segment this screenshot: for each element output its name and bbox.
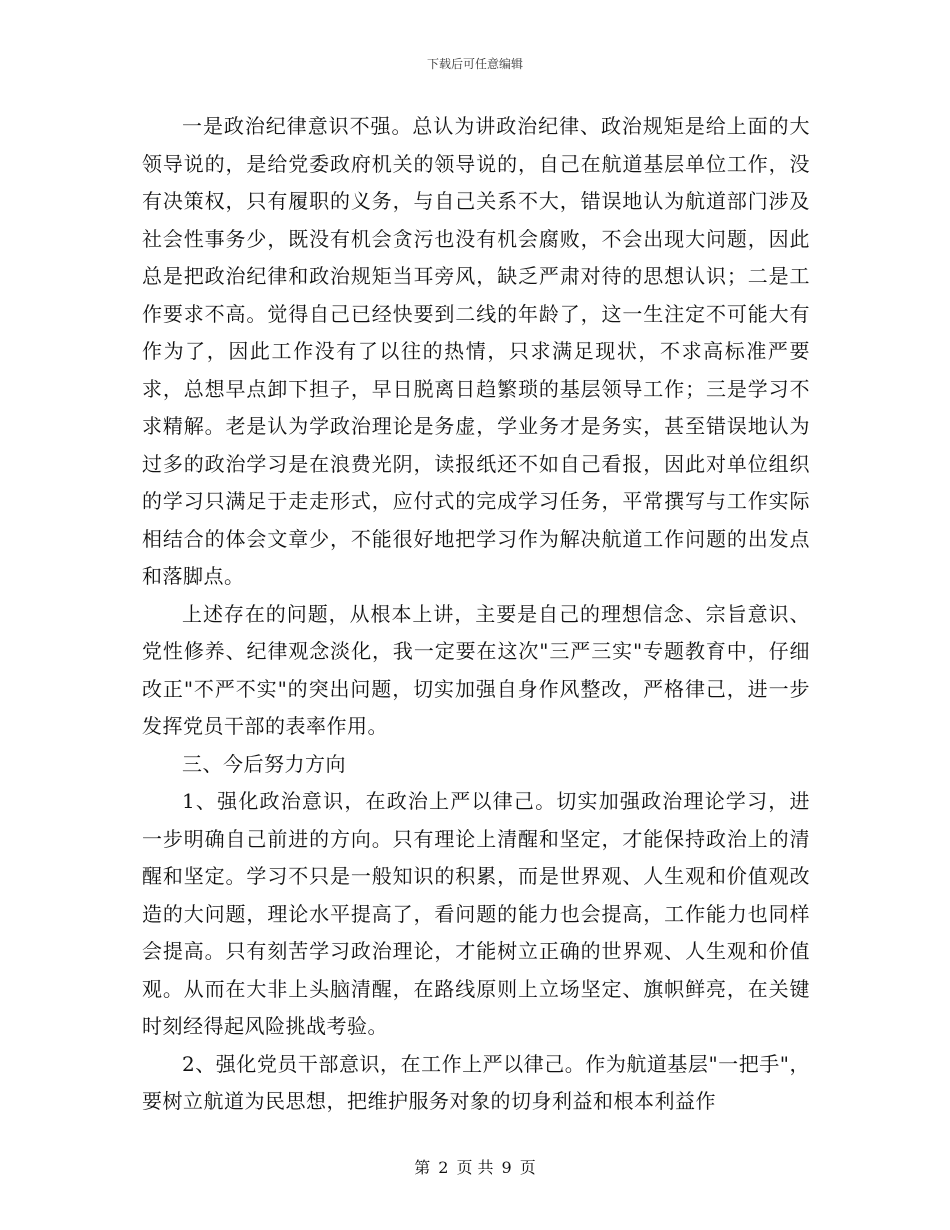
section-heading-direction: 三、今后努力方向 — [182, 751, 346, 776]
paragraph-root-cause: 上述存在的问题，从根本上讲，主要是自己的理想信念、宗旨意识、党性修养、纪律观念淡化，我一定要在这次"三严三实"专题教育中，仔细改正"不严不实"的突出问题，切实加强自身作风整改，严格律己，进一步发挥党员干部的表率作用。 — [142, 601, 810, 738]
page-label-mid: 页 共 — [456, 1158, 494, 1177]
paragraph-problems: 一是政治纪律意识不强。总认为讲政治纪律、政治规矩是给上面的大领导说的，是给党委政府机关的领导说的，自己在航道基层单位工作，没有决策权，只有履职的义务，与自己关系不大，错误地认为航道部门涉及社会性事务少，既没有机会贪污也没有机会腐败，不会出现大问题，因此总是把政治纪律和政治规矩当耳旁风，缺乏严肃对待的思想认识；二是工作要求不高。觉得自己已经快要到二线的年龄了，这一生注定不可能大有作为了，因此工作没有了以往的热情，只求满足现状，不求高标准严要求，总想早点卸下担子，早日脱离日趋繁琐的基层领导工作；三是学习不求精解。老是认为学政治理论是务虚，学业务才是务实，甚至错误地认为过多的政治学习是在浪费光阴，读报纸还不如自己看报，因此对单位组织的学习只满足于走走形式，应付式的完成学习任务，平常撰写与工作实际相结合的体会文章少，不能很好地把学习作为解决航道工作问题的出发点和落脚点。 — [142, 114, 810, 588]
page-footer — [0, 1158, 950, 1178]
paragraph-item-2: 2、强化党员干部意识，在工作上严以律己。作为航道基层"一把手"，要树立航道为民思想，把维护服务对象的切身利益和根本利益作 — [142, 1051, 810, 1113]
page-header: 下载后可任意编辑 — [426, 57, 523, 71]
page-label-suffix: 页 — [519, 1158, 536, 1177]
paragraph-item-1: 1、强化政治意识，在政治上严以律己。切实加强政治理论学习，进一步明确自己前进的方向。只有理论上清醒和坚定，才能保持政治上的清醒和坚定。学习不只是一般知识的积累，而是世界观、人生观和价值观改造的大问题，理论水平提高了，看问题的能力也会提高，工作能力也同样会提高。只有刻苦学习政治理论，才能树立正确的世界观、人生观和价值观。从而在大非上头脑清醒，在路线原则上立场坚定、旗帜鲜亮，在关键时刻经得起风险挑战考验。 — [142, 789, 810, 1038]
total-pages-number: 9 — [501, 1158, 512, 1177]
current-page-number: 2 — [438, 1158, 449, 1177]
document-body — [142, 108, 810, 1121]
page-label-prefix: 第 — [414, 1158, 431, 1177]
